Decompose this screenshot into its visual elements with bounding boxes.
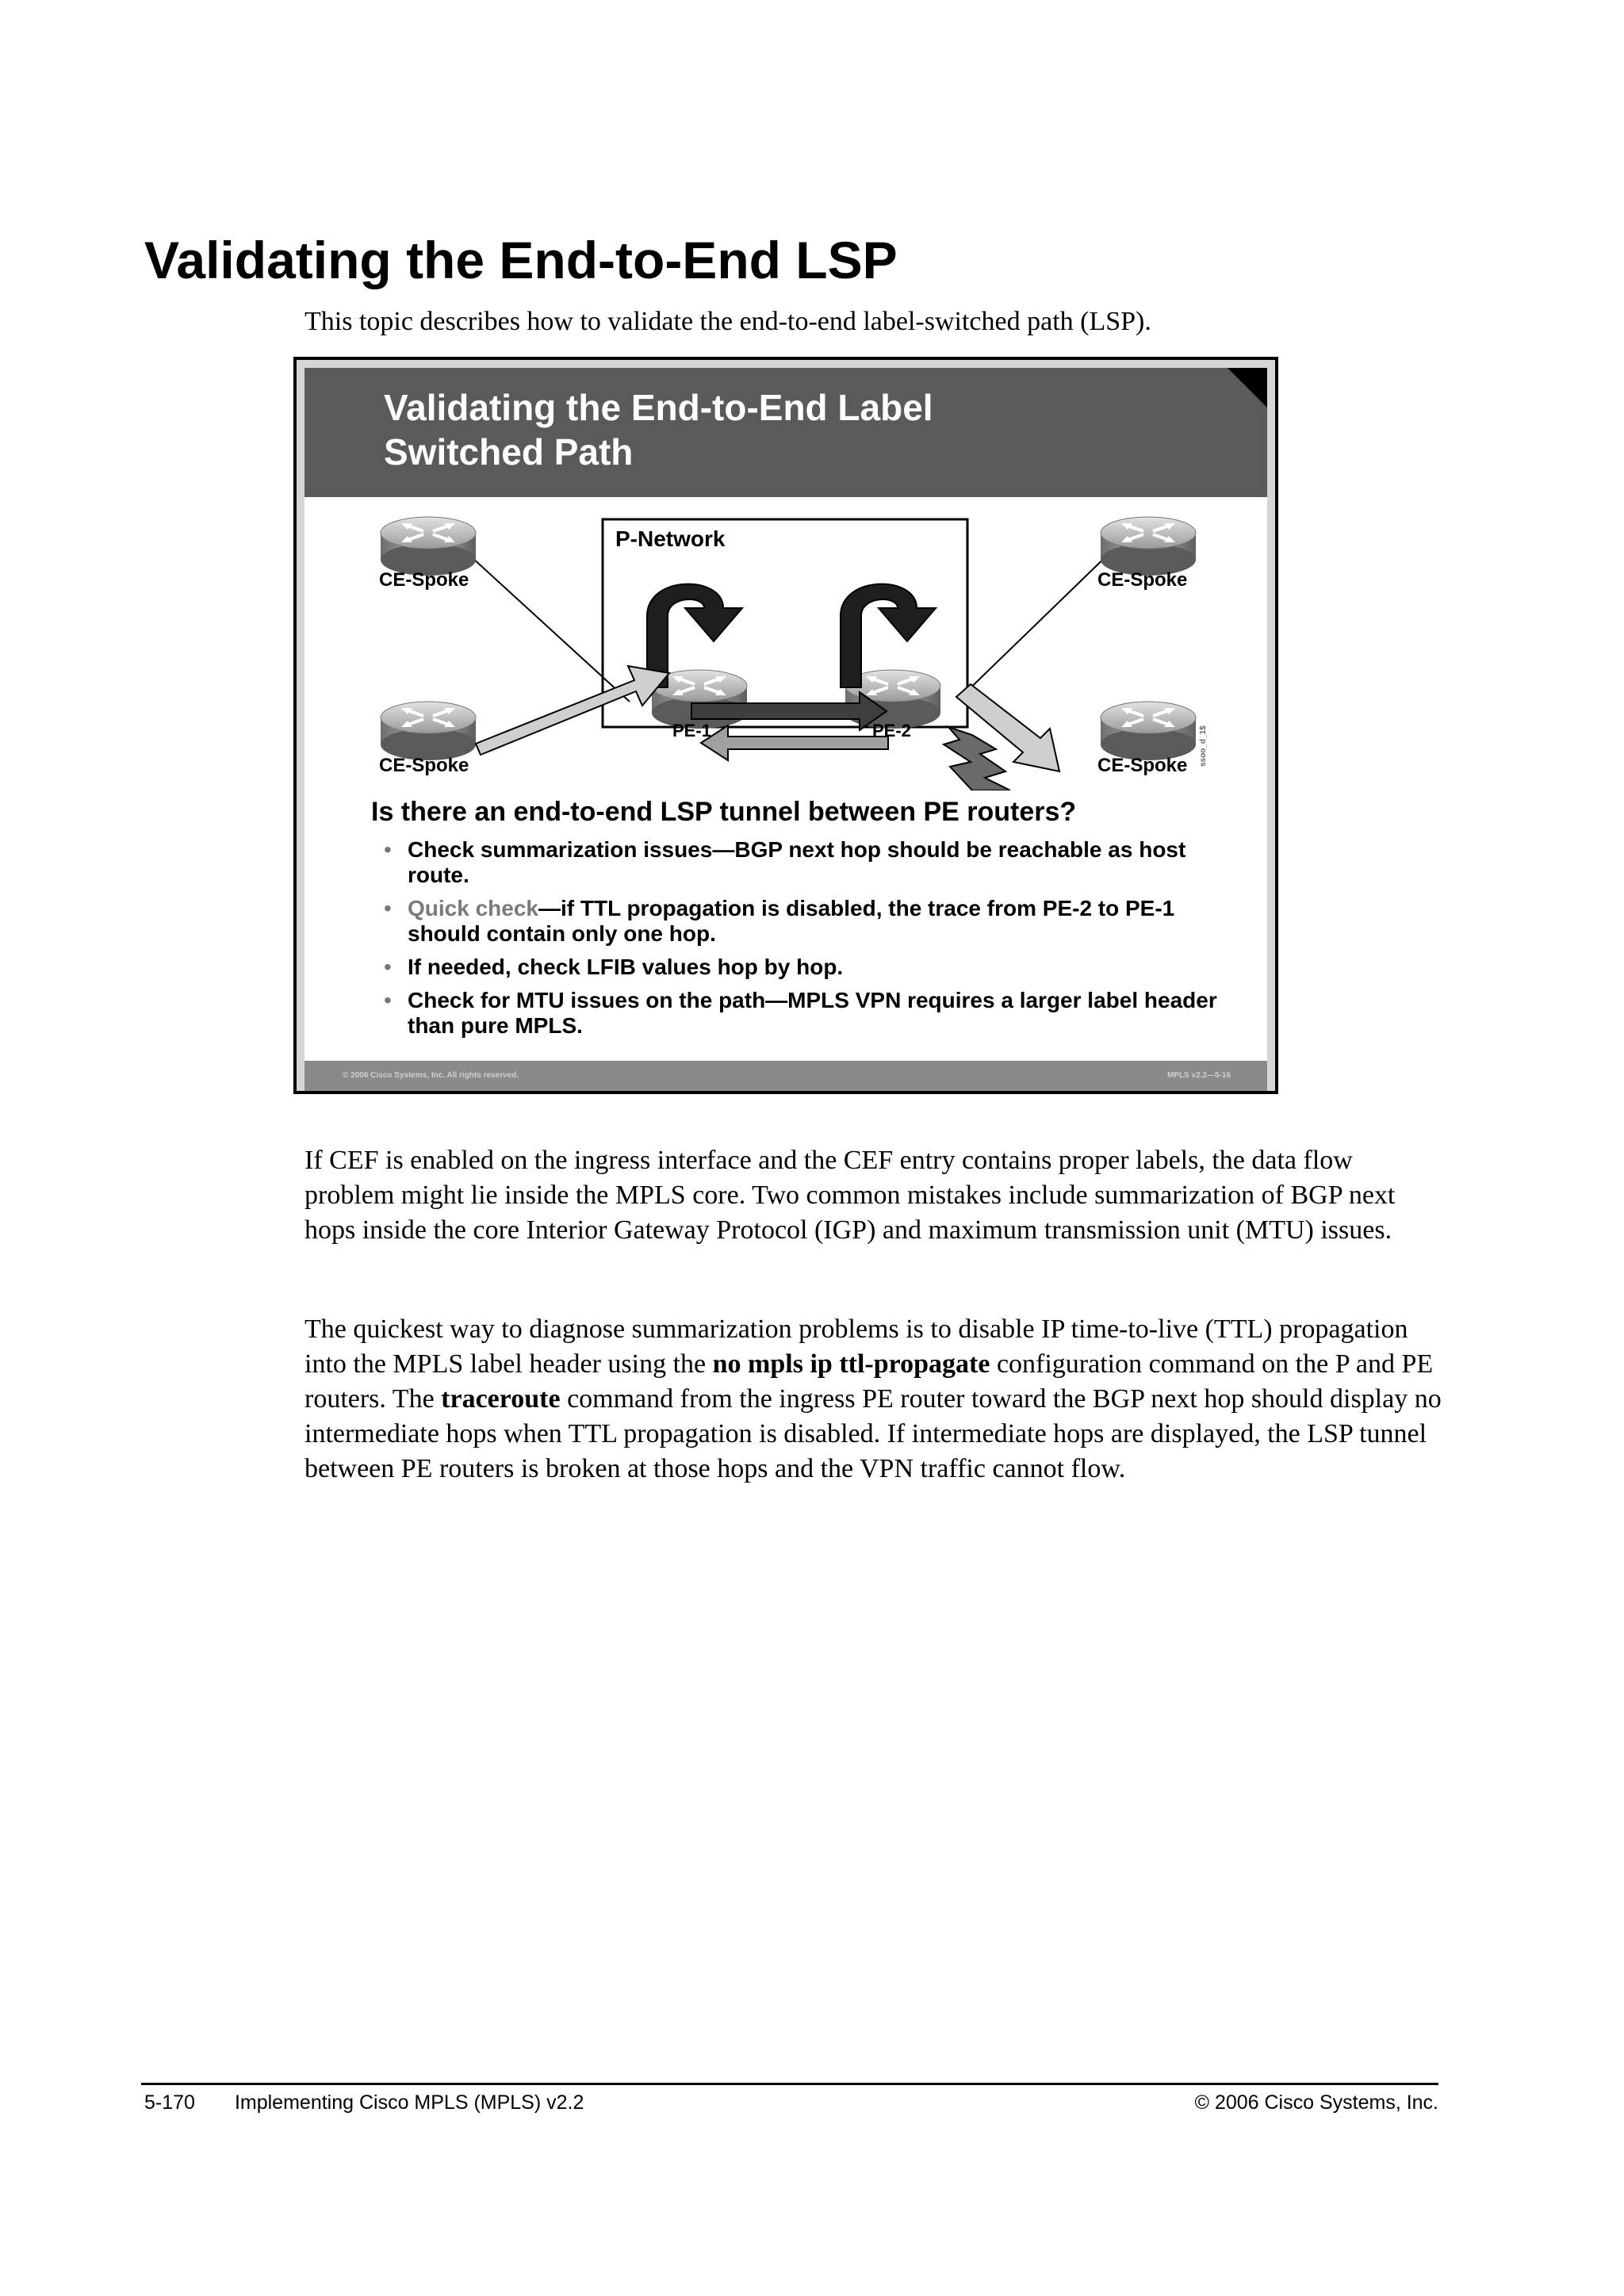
- slide-body: [304, 368, 1267, 1091]
- ce-spoke-bottom-right-router: [1101, 702, 1196, 760]
- slide-bullet: [384, 896, 1224, 947]
- slide-figure: [293, 357, 1278, 1094]
- pe2-label: PE-2: [872, 721, 911, 740]
- pe1-label: PE-1: [672, 721, 711, 740]
- slide-bullet: [384, 837, 1224, 888]
- course-title: Implementing Cisco MPLS (MPLS) v2.2: [234, 2091, 584, 2114]
- page-number: 5-170: [144, 2091, 195, 2114]
- figure-id: ssoo_d_1$: [1199, 725, 1208, 767]
- ce-spoke-bottom-right-label: CE-Spoke: [1097, 755, 1188, 776]
- bullet-dot: •: [384, 837, 392, 862]
- ce-spoke-top-right-label: CE-Spoke: [1097, 569, 1188, 591]
- footer-rule: [141, 2083, 1438, 2085]
- bullet-highlight: Quick check: [408, 896, 538, 920]
- slide-question: Is there an end-to-end LSP tunnel between PE routers?: [371, 797, 1077, 827]
- page-footer-left: [144, 2091, 584, 2114]
- bullet-text: If needed, check LFIB values hop by hop.: [408, 955, 844, 979]
- bullet-dot: •: [384, 988, 392, 1012]
- para2-text-a: The quickest way to diagnose summarization problems is to disable IP time-to-live (TTL) propagation into the MPLS label header using the: [304, 1314, 1408, 1379]
- command-traceroute: traceroute: [441, 1384, 561, 1414]
- ce-spoke-top-right-router: [1101, 517, 1196, 576]
- ce-spoke-top-left-label: CE-Spoke: [379, 569, 469, 591]
- body-paragraph-1: If CEF is enabled on the ingress interface and the CEF entry contains proper labels, the data flow problem might lie inside the MPLS core. Two common mistakes include summarization of BGP next hops inside the core Interior Gateway Protocol (IGP) and maximum transmission unit (MTU) issues.: [304, 1146, 1396, 1245]
- bullet-dot: •: [384, 955, 392, 979]
- slide-corner-mark: [1228, 368, 1267, 408]
- ce-spoke-bottom-left-label: CE-Spoke: [379, 755, 469, 776]
- slide-title: [384, 385, 1097, 474]
- ce-spoke-bottom-left-router: [381, 702, 476, 760]
- bullet-text: Check for MTU issues on the path—MPLS VPN requires a larger label header than pure MPLS.: [408, 988, 1217, 1038]
- ce-spoke-top-left-router: [381, 517, 476, 576]
- slide-bullet: [384, 988, 1224, 1039]
- intro-text: This topic describes how to validate the end-to-end label-switched path (LSP).: [304, 307, 1151, 336]
- para2-text-b: configuration command on the P and PE routers. The: [304, 1349, 1434, 1414]
- slide-bullet-list: [384, 837, 1224, 1047]
- network-diagram: [304, 497, 1267, 790]
- slide-title-line-1: Validating the End-to-End Label: [384, 387, 933, 428]
- p-network-label: P-Network: [615, 526, 726, 551]
- command-no-mpls-ip-ttl-propagate: no mpls ip ttl-propagate: [712, 1349, 990, 1379]
- bullet-text: Check summarization issues—BGP next hop should be reachable as host route.: [408, 837, 1186, 887]
- body-paragraph-2: [304, 1312, 1446, 1487]
- bullet-text: —if TTL propagation is disabled, the trace from PE-2 to PE-1 should contain only one hop.: [408, 896, 1175, 946]
- para2-text-c: command from the ingress PE router toward the BGP next hop should display no intermediate hops when TTL propagation is disabled. If intermediate hops are displayed, the LSP tunnel between PE routers is broken at those hops and the VPN traffic cannot flow.: [304, 1384, 1442, 1483]
- slide-footer-version: MPLS v2.2—5-16: [1166, 1071, 1231, 1080]
- page-title: Validating the End-to-End LSP: [144, 231, 898, 289]
- page-copyright: © 2006 Cisco Systems, Inc.: [1194, 2091, 1438, 2114]
- slide-bullet: [384, 955, 1224, 980]
- broken-path-arrow: [944, 727, 1010, 790]
- slide-footer: [304, 1061, 1267, 1091]
- link-ce-tr-pe2: [959, 549, 1113, 699]
- slide-title-line-2: Switched Path: [384, 431, 634, 473]
- slide-header: [304, 368, 1267, 497]
- bullet-dot: •: [384, 896, 392, 920]
- slide-footer-copyright: © 2006 Cisco Systems, Inc. All rights reserved.: [343, 1071, 519, 1080]
